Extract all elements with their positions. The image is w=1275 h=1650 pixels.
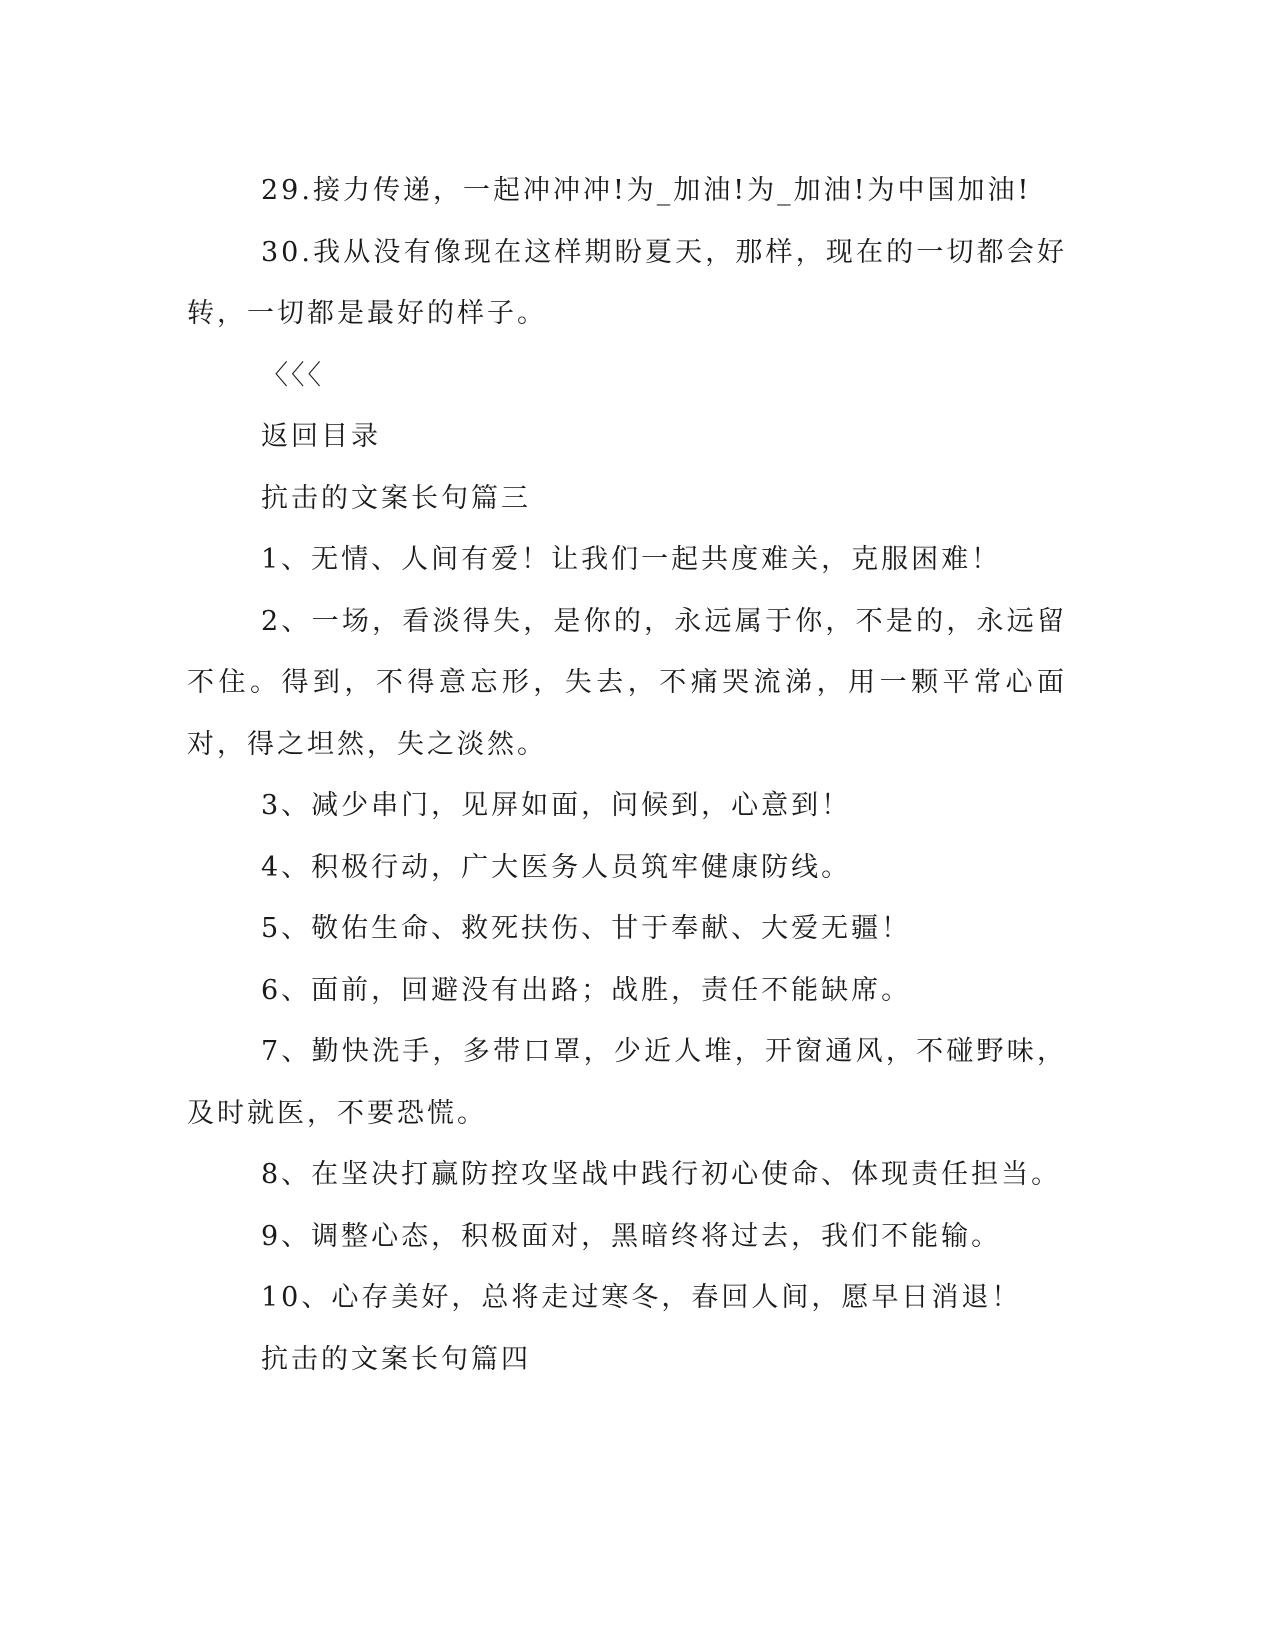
list-item-8: 8、在坚决打赢防控攻坚战中践行初心使命、体现责任担当。 — [261, 1159, 1062, 1190]
list-item-3: 3、减少串门，见屏如面，问候到，心意到！ — [261, 790, 852, 821]
document-body — [187, 160, 1067, 1390]
section-heading-4: 抗击的文案长句篇四 — [261, 1343, 531, 1375]
list-item-29: 29.接力传递，一起冲冲冲!为_加油!为_加油!为中国加油! — [261, 175, 1032, 206]
list-item-2: 2、一场，看淡得失，是你的，永远属于你，不是的，永远留不住。得到，不得意忘形，失去，不痛哭流涕，用一颗平常心面对，得之坦然，失之淡然。 — [187, 605, 1067, 760]
back-to-toc-link[interactable]: 返回目录 — [261, 421, 381, 452]
list-item-9: 9、调整心态，积极面对，黑暗终将过去，我们不能输。 — [261, 1220, 1002, 1252]
list-item-5: 5、敬佑生命、救死扶伤、甘于奉献、大爱无疆！ — [261, 913, 912, 944]
list-item-6: 6、面前，回避没有出路；战胜，责任不能缺席。 — [261, 974, 912, 1006]
back-arrows[interactable]: 〈〈〈 — [261, 359, 324, 391]
list-item-4: 4、积极行动，广大医务人员筑牢健康防线。 — [261, 851, 852, 883]
section-heading-3: 抗击的文案长句篇三 — [261, 482, 531, 514]
list-item-1: 1、无情、人间有爱！让我们一起共度难关，克服困难！ — [261, 544, 1002, 575]
list-item-7: 7、勤快洗手，多带口罩，少近人堆，开窗通风，不碰野味，及时就医，不要恐慌。 — [187, 1036, 1067, 1129]
list-item-10: 10、心存美好，总将走过寒冬，春回人间，愿早日消退！ — [261, 1282, 1022, 1313]
list-item-30: 30.我从没有像现在这样期盼夏天，那样，现在的一切都会好转，一切都是最好的样子。 — [187, 236, 1067, 329]
